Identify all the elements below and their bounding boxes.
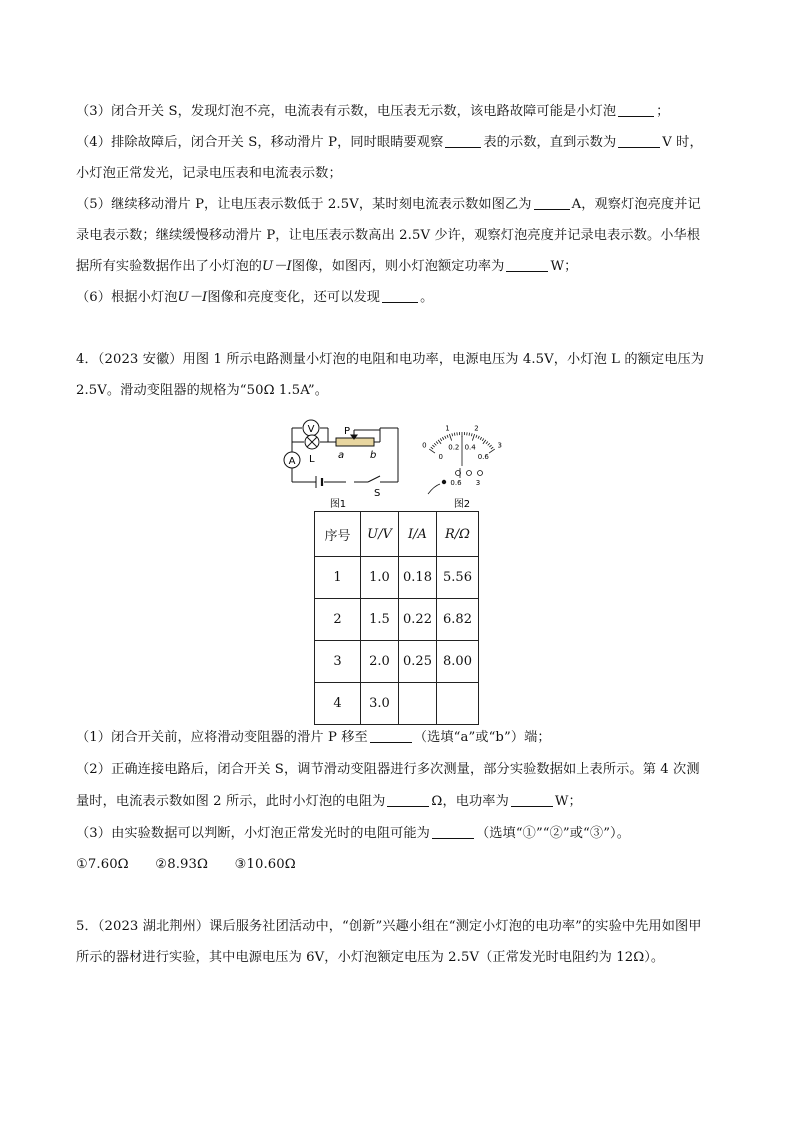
dial-tick bbox=[488, 443, 490, 445]
answer-blank[interactable] bbox=[618, 103, 654, 117]
dial-outer-label: 2 bbox=[474, 424, 479, 433]
switch-blade-icon bbox=[368, 476, 380, 482]
dial-tick bbox=[489, 449, 495, 453]
dial-tick bbox=[472, 434, 474, 441]
q5-stem-line1: 5．（2023 湖北荆州）课后服务社团活动中，“创新”兴趣小组在“测定小灯泡的电功率”的实验中先用如图甲 bbox=[76, 919, 702, 934]
q4-figures bbox=[276, 410, 536, 510]
dial-inner-label: 0 bbox=[438, 453, 443, 462]
table-header-row bbox=[315, 512, 479, 557]
answer-blank[interactable] bbox=[534, 196, 570, 210]
q3-part5: （5）继续移动滑片 P，让电压表示数低于 2.5V，某时刻电流表示数如图乙为 A，观察灯泡亮度并记 bbox=[76, 197, 701, 212]
dial-tick bbox=[438, 440, 441, 444]
table-header: I/A bbox=[399, 512, 437, 557]
switch-label: S bbox=[374, 488, 381, 499]
table-row bbox=[315, 557, 479, 599]
q3-part3: （3）闭合开关 S，发现灯泡不亮，电流表有示数，电压表无示数，该电路故障可能是小灯泡 ； bbox=[76, 104, 670, 119]
rheostat-end-a: a bbox=[338, 450, 345, 461]
dial-tick bbox=[480, 437, 481, 440]
dial-tick bbox=[471, 433, 472, 436]
voltmeter-label: V bbox=[307, 424, 315, 435]
table-cell: 3.0 bbox=[361, 683, 399, 725]
dial-outer-label: 1 bbox=[445, 424, 450, 433]
dial-inner-label: 0.6 bbox=[477, 453, 489, 462]
lead-wire-icon bbox=[428, 484, 440, 494]
slider-label: P bbox=[344, 426, 351, 437]
table-header: U/V bbox=[361, 512, 399, 557]
q3-part6: （6）根据小灯泡U－I图像和亮度变化，还可以发现 。 bbox=[76, 290, 434, 305]
answer-blank[interactable] bbox=[506, 258, 548, 272]
table-cell: 4 bbox=[315, 683, 361, 725]
table-cell bbox=[399, 683, 437, 725]
dial-tick bbox=[483, 440, 486, 444]
answer-blank[interactable] bbox=[370, 729, 412, 743]
table-cell: 6.82 bbox=[437, 599, 479, 641]
table-header: 序号 bbox=[315, 512, 361, 557]
dial-tick bbox=[469, 433, 470, 436]
terminal-icon bbox=[478, 471, 483, 476]
table-cell: 3 bbox=[315, 641, 361, 683]
ammeter-label: A bbox=[288, 456, 296, 467]
q3-part5-line2: 录电表示数；继续缓慢移动滑片 P，让电压表示数高出 2.5V 少许，观察灯泡亮度并记录电表示数。小华根 bbox=[76, 228, 701, 243]
dial-tick bbox=[447, 435, 448, 438]
dial-tick bbox=[449, 434, 451, 441]
q5-stem-line2: 所示的器材进行实验，其中电源电压为 6V，小灯泡额定电压为 2.5V（正常发光时电阻约为 12Ω）。 bbox=[76, 950, 665, 965]
q3-part4: （4）排除故障后，闭合开关 S，移动滑片 P，同时眼睛要观察 表的示数，直到示数为 V 时， bbox=[76, 135, 703, 150]
rheostat-end-b: b bbox=[370, 450, 377, 461]
dial-tick bbox=[482, 438, 484, 441]
terminal-label: 3 bbox=[475, 479, 481, 487]
table-header: R/Ω bbox=[437, 512, 479, 557]
table-cell: 1.5 bbox=[361, 599, 399, 641]
answer-blank[interactable] bbox=[382, 289, 418, 303]
terminal-label: 0.6 bbox=[450, 479, 462, 487]
table-cell: 0.25 bbox=[399, 641, 437, 683]
dial-tick bbox=[431, 447, 433, 449]
lead-end-icon bbox=[442, 480, 446, 484]
q4-sub2-line2: 量时，电流表示数如图 2 所示，此时小灯泡的电阻为 Ω，电功率为 W； bbox=[76, 794, 582, 809]
lamp-label: L bbox=[309, 454, 315, 465]
dial-tick bbox=[429, 449, 435, 453]
dial-tick bbox=[434, 443, 436, 445]
q4-stem-line1: 4．（2023 安徽）用图 1 所示电路测量小灯泡的电阻和电功率，电源电压为 4.5V，小灯泡 L 的额定电压为 bbox=[76, 352, 705, 367]
dial-tick bbox=[486, 442, 488, 444]
q4-stem-line2: 2.5V。滑动变阻器的规格为“50Ω 1.5A”。 bbox=[76, 383, 329, 398]
rheostat-icon bbox=[336, 438, 374, 446]
dial-tick bbox=[445, 436, 446, 439]
q4-sub2: （2）正确连接电路后，闭合开关 S，调节滑动变阻器进行多次测量，部分实验数据如上表所示。第 4 次测 bbox=[76, 762, 700, 777]
table-row bbox=[315, 683, 479, 725]
terminal-icon bbox=[467, 471, 472, 476]
dial-tick bbox=[440, 438, 442, 441]
dial-tick bbox=[452, 433, 453, 436]
table-cell: 2 bbox=[315, 599, 361, 641]
table-cell: 8.00 bbox=[437, 641, 479, 683]
dial-tick bbox=[436, 442, 438, 444]
dial-tick bbox=[478, 436, 479, 439]
q3-part5-line3: 据所有实验数据作出了小灯泡的U－I图像，如图丙，则小灯泡额定功率为 W； bbox=[76, 259, 578, 274]
fig2-caption: 图2 bbox=[453, 499, 471, 510]
q4-sub3: （3）由实验数据可以判断，小灯泡正常发光时的电阻可能为 （选填“①”“②”或“③”）。 bbox=[76, 826, 631, 841]
table-row bbox=[315, 641, 479, 683]
fig1-caption: 图1 bbox=[329, 499, 347, 510]
dial-tick bbox=[489, 445, 491, 447]
table-cell: 0.22 bbox=[399, 599, 437, 641]
table-cell bbox=[437, 683, 479, 725]
dial-tick bbox=[454, 433, 455, 436]
table-cell: 1.0 bbox=[361, 557, 399, 599]
dial-inner-label: 0.2 bbox=[448, 443, 460, 452]
dial-tick bbox=[491, 447, 493, 449]
dial-outer-label: 0 bbox=[422, 441, 427, 450]
answer-blank[interactable] bbox=[618, 134, 660, 148]
dial-tick bbox=[442, 437, 443, 440]
answer-blank[interactable] bbox=[387, 793, 429, 807]
table-cell: 1 bbox=[315, 557, 361, 599]
table-cell: 2.0 bbox=[361, 641, 399, 683]
answer-blank[interactable] bbox=[432, 825, 474, 839]
answer-blank[interactable] bbox=[511, 793, 553, 807]
q4-sub1: （1）闭合开关前，应将滑动变阻器的滑片 P 移至 （选填“a”或“b”）端； bbox=[76, 730, 551, 745]
table-cell: 5.56 bbox=[437, 557, 479, 599]
q4-data-table bbox=[314, 511, 479, 725]
answer-blank[interactable] bbox=[445, 134, 481, 148]
table-cell: 0.18 bbox=[399, 557, 437, 599]
dial-outer-label: 3 bbox=[497, 441, 502, 450]
dial-tick bbox=[476, 435, 477, 438]
table-row bbox=[315, 599, 479, 641]
dial-tick bbox=[432, 445, 434, 447]
q4-options: ①7.60Ω ②8.93Ω ③10.60Ω bbox=[76, 857, 296, 872]
dial-inner-label: 0.4 bbox=[464, 443, 476, 452]
q3-part4-line2: 小灯泡正常发光，记录电压表和电流表示数； bbox=[76, 166, 342, 181]
